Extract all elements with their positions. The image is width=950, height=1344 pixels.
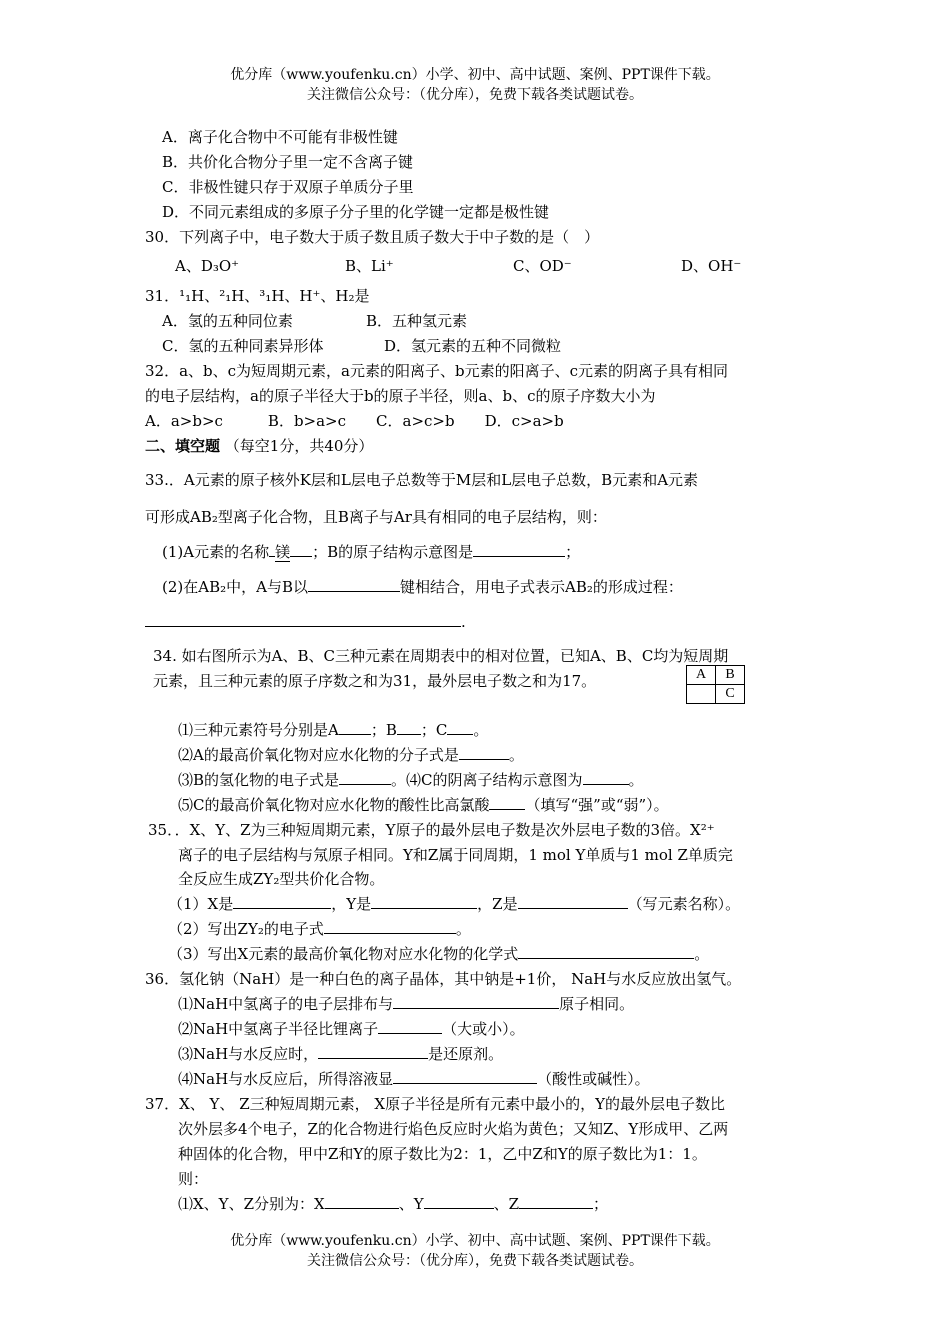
answer-blank[interactable]: [308, 577, 400, 592]
q29-option-c: C．非极性键只存于双原子单质分子里: [162, 178, 414, 196]
q34-p3-text: ⑶B的氢化物的电子式是: [178, 771, 340, 789]
q36-p2-text: ⑵NaH中氢离子半径比锂离子: [178, 1020, 379, 1038]
q36-part-4: [178, 1069, 650, 1089]
q35-p1-end: （写元素名称）。: [627, 895, 741, 913]
q33-p1-text: (1)A元素的名称: [162, 543, 270, 561]
answer-blank[interactable]: [459, 745, 509, 760]
q29-option-d: D．不同元素组成的多原子分子里的化学键一定都是极性键: [162, 203, 550, 221]
q30-option-d: D、OH⁻: [681, 257, 742, 275]
q32-line-1: 32．a、b、c为短周期元素，a元素的阳离子、b元素的阳离子、c元素的阴离子具有相同: [145, 362, 728, 380]
header-line-2: 关注微信公众号：（优分库），免费下载各类试题试卷。: [307, 87, 643, 103]
q35-line-2: 离子的电子层结构与氖原子相同。Y和Z属于同周期，1 mol Y单质与1 mol Z单质完: [178, 846, 733, 864]
q33-p1-answer: 镁: [275, 543, 291, 561]
q35-p3-text: （3）写出X元素的最高价氧化物对应水化物的化学式: [168, 945, 519, 963]
q33-p1-end: ；: [565, 543, 581, 561]
q32-line-2: 的电子层结构，a的原子半径大于b的原子半径，则a、b、c的原子序数大小为: [145, 387, 656, 405]
q37-line-2: 次外层多4个电子，Z的化合物进行焰色反应时火焰为黄色；又知Z、Y形成甲、乙两: [178, 1120, 729, 1138]
section-title-text: 二、填空题: [145, 437, 221, 455]
q37-p1-y: 、Y: [398, 1195, 424, 1213]
q35-p3-end: 。: [694, 945, 710, 963]
q36-p1-end: 原子相同。: [559, 995, 635, 1013]
q37-p1-text: ⑴X、Y、Z分别为：X: [178, 1195, 325, 1213]
q36-stem: 36．氢化钠（NaH）是一种白色的离子晶体，其中钠是+1价， NaH与水反应放出氢气。: [145, 970, 742, 988]
q34-p1-text: ⑴三种元素符号分别是A: [178, 721, 339, 739]
q31-option-b: B．五种氢元素: [366, 312, 468, 330]
answer-blank[interactable]: [489, 795, 525, 810]
q33-part-2-answer-line: [145, 612, 466, 632]
q35-p1-z: ，Z是: [477, 895, 518, 913]
footer-line-2: 关注微信公众号：（优分库），免费下载各类试题试卷。: [307, 1253, 643, 1269]
q33-p1-mid: ；B的原子结构示意图是: [312, 543, 474, 561]
q34-p2-text: ⑵A的最高价氧化物对应水化物的分子式是: [178, 746, 459, 764]
q37-line-3: 种固体的化合物，甲中Z和Y的原子数比为2：1，乙中Z和Y的原子数比为1：1。: [178, 1145, 707, 1163]
q34-p1-b: ；B: [370, 721, 397, 739]
q36-p3-text: ⑶NaH与水反应时，: [178, 1045, 319, 1063]
q36-p3-end: 是还原剂。: [428, 1045, 504, 1063]
q37-p1-z: 、Z: [493, 1195, 520, 1213]
q32-options: A．a>b>c B．b>a>c C．a>c>b D．c>a>b: [145, 412, 564, 430]
section-title: [145, 436, 373, 456]
q30-option-c: C、OD⁻: [513, 257, 572, 275]
q36-p2-end: （大或小）。: [442, 1020, 525, 1038]
q34-p2-end: 。: [508, 746, 524, 764]
q34-part-5: [178, 795, 669, 815]
q34-p5-end: （填写“强”或“弱”）。: [525, 796, 669, 814]
grid-cell-c: C: [716, 685, 745, 704]
q31-option-a: A．氢的五种同位素: [162, 312, 293, 330]
header-line-1: 优分库（www.youfenku.cn）小学、初中、高中试题、案例、PPT课件下载。: [230, 67, 720, 83]
q34-p1-c: ；C: [420, 721, 448, 739]
answer-blank[interactable]: [378, 1019, 442, 1034]
q35-p1-y: ，Y是: [331, 895, 372, 913]
q36-p1-text: ⑴NaH中氢离子的电子层排布与: [178, 995, 394, 1013]
q30-option-a: A、D₃O⁺: [175, 257, 240, 275]
q34-p5-text: ⑸C的最高价氧化物对应水化物的酸性比高氯酸: [178, 796, 490, 814]
answer-blank[interactable]: [318, 1044, 428, 1059]
q34-p1-end: 。: [473, 721, 489, 739]
section-note: （每空1分，共40分）: [224, 437, 374, 455]
q30-stem: 30．下列离子中，电子数大于质子数且质子数大于中子数的是（ ）: [145, 228, 600, 246]
answer-blank[interactable]: [145, 612, 461, 627]
q35-part-2: [168, 919, 471, 939]
q35-part-3: [168, 944, 709, 964]
answer-blank[interactable]: [371, 894, 477, 909]
q30-option-b: B、Li⁺: [345, 257, 394, 275]
answer-blank[interactable]: [290, 542, 312, 557]
answer-blank[interactable]: [424, 1194, 494, 1209]
q34-part-3: [178, 770, 644, 790]
periodic-table-grid: [686, 665, 745, 704]
q35-line-3: 全反应生成ZY₂型共价化合物。: [178, 870, 385, 888]
q35-line-1: 35．．X、Y、Z为三种短周期元素，Y原子的最外层电子数是次外层电子数的3倍。X²⁺: [148, 821, 715, 839]
q34-p3-end: 。: [628, 771, 644, 789]
q37-line-4: 则：: [178, 1170, 209, 1188]
answer-blank[interactable]: [393, 1069, 537, 1084]
q34-part-2: [178, 745, 524, 765]
q37-p1-end: ；: [593, 1195, 609, 1213]
q33-part-1: [162, 542, 580, 562]
q36-part-3: [178, 1044, 503, 1064]
grid-cell-empty: [687, 685, 716, 704]
q33-p2-end: .: [461, 613, 466, 631]
answer-blank[interactable]: [393, 994, 559, 1009]
answer-blank[interactable]: [519, 1194, 593, 1209]
q34-line-2: 元素，且三种元素的原子序数之和为31，最外层电子数之和为17。: [153, 672, 597, 690]
grid-cell-a: A: [687, 666, 716, 685]
q31-stem: 31．¹₁H、²₁H、³₁H、H⁺、H₂是: [145, 287, 370, 305]
q33-line-2: 可形成AB₂型离子化合物，且B离子与Ar具有相同的电子层结构，则：: [145, 508, 607, 526]
answer-blank[interactable]: [397, 720, 421, 735]
q29-option-b: B．共价化合物分子里一定不含离子键: [162, 153, 414, 171]
answer-blank[interactable]: [324, 919, 456, 934]
q31-option-c: C．氢的五种同素异形体: [162, 337, 324, 355]
q35-p1-text: （1）X是: [168, 895, 234, 913]
q36-p4-text: ⑷NaH与水反应后，所得溶液显: [178, 1070, 394, 1088]
answer-blank[interactable]: [518, 944, 694, 959]
q34-part-1: [178, 720, 488, 740]
answer-blank[interactable]: [233, 894, 331, 909]
q36-part-2: [178, 1019, 525, 1039]
answer-blank[interactable]: [583, 770, 629, 785]
answer-blank[interactable]: [473, 542, 565, 557]
answer-blank[interactable]: [325, 1194, 399, 1209]
q33-line-1: 33.．A元素的原子核外K层和L层电子总数等于M层和L层电子总数，B元素和A元素: [145, 471, 699, 489]
grid-cell-b: B: [716, 666, 745, 685]
q37-line-1: 37．X、 Y、 Z三种短周期元素， X原子半径是所有元素中最小的，Y的最外层电子数比: [145, 1095, 725, 1113]
q31-option-d: D．氢元素的五种不同微粒: [384, 337, 562, 355]
q29-option-a: A．离子化合物中不可能有非极性键: [162, 128, 398, 146]
q35-p2-text: （2）写出ZY₂的电子式: [168, 920, 324, 938]
q33-p2-text: (2)在AB₂中，A与B以: [162, 578, 308, 596]
q35-p2-end: 。: [455, 920, 471, 938]
q35-part-1: [168, 894, 740, 914]
answer-blank[interactable]: [447, 720, 473, 735]
answer-blank[interactable]: [339, 770, 391, 785]
q36-part-1: [178, 994, 634, 1014]
q37-part-1: [178, 1194, 608, 1214]
q34-p3-mid: 。⑷C的阴离子结构示意图为: [391, 771, 583, 789]
footer-line-1: 优分库（www.youfenku.cn）小学、初中、高中试题、案例、PPT课件下载。: [230, 1233, 720, 1249]
answer-blank[interactable]: [518, 894, 628, 909]
q36-p4-end: （酸性或碱性）。: [537, 1070, 650, 1088]
q33-p2-mid: 键相结合，用电子式表示AB₂的形成过程：: [399, 578, 683, 596]
q33-part-2: [162, 577, 683, 597]
q34-line-1: 34. 如右图所示为A、B、C三种元素在周期表中的相对位置，已知A、B、C均为短周期: [153, 647, 729, 665]
answer-blank[interactable]: [339, 720, 371, 735]
